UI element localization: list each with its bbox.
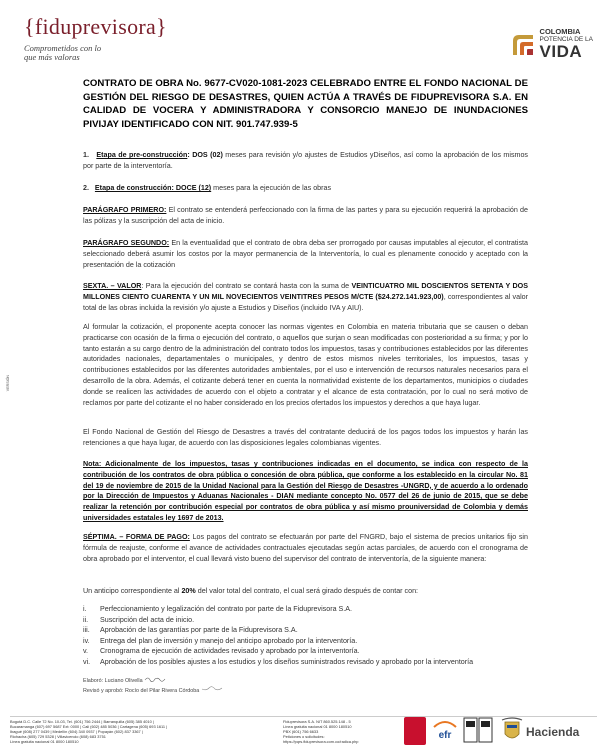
- list-item: iii. Aprobación de las garantías por parte de la Fiduprevisora S.A.: [83, 626, 298, 635]
- colombia-mark-icon: [511, 33, 535, 57]
- paragrafo-segundo: [83, 238, 528, 270]
- efr-text: efr: [438, 730, 452, 741]
- paragrafo-primero-text: El contrato se entenderá perfeccionado con la firma de las partes y para su ejecución requerirá la aprobación de las pólizas y la suscripción del acta de inicio.: [83, 206, 528, 225]
- nota-impuestos: Nota: Adicionalmente de los impuestos, tasas y contribuciones indicadas en el documento, se indica con respecto de la contribución de los contratos de obra pública o concesión de obra pública, que conforme a los establecido en la circular No. 81 del 19 de noviembre de 2015 de la Unidad Nacional para la Gestión del Riesgo de Desastres -UNGRD, y de acuerdo a lo ordenado por la Dirección de Impuestos y Aduanas Nacionales - DIAN mediante concepto No. 0577 del 26 de junio de 2015, que se debe realizar la retención por contribución especial por contratos de obra pública y así mismo prouniversidad de Colombia y demás universidades estatales ley 1697 de 2013.: [83, 460, 528, 522]
- footer-contact-offices: Bogotá D.C. Calle 72 No. 10-03, Tel. (601) 756 2444 | Barranquilla (605) 385 4010 | Bucaramanga (607) 697 5687 Ext: 0000 | Cali (602) 485 5036 | Cartagena (605) 693 1611 | Ibagué (608) 277 0439 | Medellín (604) 340 0937 | Popayán (602) 837 3367 | Riohacha (605) 729 5328 | Villavicencio (608) 683 3751 Línea gratuita nacional 01 8000 180510: [10, 719, 168, 744]
- fiduprevisora-logo: [24, 14, 167, 62]
- sexta-amount: VEINTICUATRO MIL DOSCIENTOS SETENTA Y DOS MILLONES CIENTO CUARENTA Y UN MIL NOVECIENTOS VEINTITRES PESOS M/CTE ($24.272.141.923,00): [83, 282, 528, 301]
- paragrafo-primero: [83, 205, 528, 227]
- anticipo-paragraph: [83, 586, 528, 597]
- septima-label: SÉPTIMA. – FORMA DE PAGO:: [83, 533, 190, 541]
- elaboro-line: Elaboró: Luciano Olivella: [83, 676, 223, 686]
- sexta-text-2: , correspondientes al valor total de las obras incluida la revisión y/o ajuste a Estudios y Diseños (incluido IVA y AIU).: [83, 292, 529, 312]
- paragraph-cotizacion: Al formular la cotización, el proponente acepta conocer las normas vigentes en Colombia en materia tributaria que se causen o deban practicarse con ocasión de la firma o ejecución del contrato, o aquellos que surjan o sean modificadas con posterioridad a su firma; y por lo tanto estarán a su cargo dentro de la administración del contrato todos los impuestos, tasas y contribuciones establecidos por las diferentes autoridades nacionales, departamentales o municipales, y dentro de estos mismos niveles territoriales, los impuestos, tasas y contribuciones establecidos por las diferentes autoridades ambientales, por el uso e intervención de recursos naturales necesarios para el desarrollo de la obra. Además, el cotizante deberá tener en cuenta la normatividad existente de los departamentos, municipios o ciudades donde se realicen las actividades de acuerdo con el objeto a contratar y el alcance de esta contratación, por lo cual no será motivo de reclamos por parte del cotizante el no haber considerado en los precios ofertados los impuestos y derechos a que haya lugar.: [83, 323, 528, 407]
- stage-1-num: 1.: [83, 151, 89, 159]
- side-version-label: VERSIÓN: [6, 375, 10, 392]
- list-item: vi. Aprobación de los posibles ajustes a los estudios y los diseños suministrados revisado y aprobado por la interventoría: [83, 657, 474, 666]
- list-item: ii. Suscripción del acta de inicio.: [83, 615, 195, 624]
- anticipo-text-1: Un anticipo correspondiente al: [83, 587, 182, 595]
- footer-contact-company: Fiduprevisora S.A. NIT 860.525.148 - 5 Línea gratuita nacional 01 8000 180510 PBX (601) 756 6633 Peticiones o solicitudes: https://pqrs.fiduprevisora.com.co/radica.php: [283, 719, 359, 744]
- signatures-block: [83, 676, 223, 696]
- list-item: v. Cronograma de ejecución de actividades revisado y aprobado por la interventoría.: [83, 647, 360, 656]
- reviso-line: Revisó y aprobó: Rocío del Pilar Rivera Córdoba: [83, 686, 223, 696]
- paragrafo-segundo-text: En la eventualidad que el contrato de obra deba ser prorrogado por causas imputables al ejecutor, el contratista seleccionado deberá asumir los costos por la mayor permanencia de la Interventoría, lo cual es plenamente conocido y aceptado con la presentación de la cotización: [83, 239, 528, 269]
- clausula-septima: [83, 532, 528, 564]
- logo-line-1: COLOMBIA: [539, 27, 581, 36]
- signature-icon: [144, 676, 166, 682]
- septima-text: Los pagos del contrato se efectuarán por parte del FNGRD, bajo el sistema de precios unitarios fijo sin fórmula de reajuste, conforme el avance de actividades contractuales ejecutadas según actas parciales, de acuerdo con el cronograma de obra aprobado por el interventor, el cual llevará visto bueno del supervisor del contrato de interventoría, de la siguiente manera:: [83, 533, 528, 563]
- stage-2-text: meses para la ejecución de las obras: [211, 184, 332, 192]
- colombia-coat-of-arms-icon: [499, 716, 525, 744]
- efr-logo-icon: [432, 719, 458, 741]
- signature-icon: [201, 686, 223, 692]
- document-title: CONTRATO DE OBRA No. 9677-CV020-1081-2023 CELEBRADO ENTRE EL FONDO NACIONAL DE GESTIÓN DEL RIESGO DE DESASTRES, QUIEN ACTÚA A TRAVÉS DE FIDUPREVISORA S.A. EN CALIDAD DE VOCERA Y ADMINISTRADORA Y CONSORCIO MANEJO DE INUNDACIONES PIVIJAY IDENTIFICADO CON NIT. 901.747.939-5: [83, 78, 528, 130]
- hacienda-logo: Hacienda: [526, 725, 580, 739]
- paragrafo-segundo-label: PARÁGRAFO SEGUNDO:: [83, 239, 170, 247]
- stage-2-label: Etapa de construcción: DOCE (12): [94, 184, 212, 192]
- sexta-text-1: : Para la ejecución del contrato se contará hasta con la suma de: [141, 282, 352, 290]
- brand-slogan: Comprometidos con lo que más valoras: [24, 43, 102, 62]
- certification-seal-icon: [462, 716, 494, 744]
- logo-line-2: POTENCIA DE LA: [539, 36, 593, 43]
- paragrafo-primero-label: PARÁGRAFO PRIMERO:: [83, 206, 167, 214]
- brand-name: {fiduprevisora}: [24, 14, 167, 39]
- list-item: iv. Entrega del plan de inversión y manejo del anticipo aprobado por la interventoría.: [83, 636, 358, 645]
- anticipo-percent: 20%: [181, 587, 196, 595]
- stage-2-num: 2.: [83, 184, 89, 192]
- anticipo-requirements-list: [83, 604, 528, 668]
- stage-1-label: Etapa de pre-construcción: [96, 151, 188, 159]
- stage-1-text: meses para revisión y/o ajustes de Estudios yDiseños, así como la aprobación de los mismos por parte de la interventoría.: [83, 151, 529, 170]
- list-item: i. Perfeccionamiento y legalización del contrato por parte de la Fiduprevisora S.A.: [83, 605, 353, 613]
- stage-1: [83, 150, 528, 172]
- stage-2: [83, 183, 528, 194]
- stage-1-duration: : DOS (02): [187, 151, 223, 159]
- great-place-to-work-badge-icon: [404, 717, 426, 745]
- logo-line-3: VIDA: [539, 42, 583, 61]
- paragraph-fondo: El Fondo Nacional de Gestión del Riesgo de Desastres a través del contratante deducirá de los pagos todos los impuestos y harán las retenciones a que haya lugar, de acuerdo con las disposiciones legales colombianas vigentes.: [83, 428, 528, 447]
- sexta-label: SEXTA. – VALOR: [83, 282, 142, 290]
- colombia-potencia-logo: [511, 28, 593, 60]
- clausula-sexta: [83, 281, 528, 313]
- anticipo-text-2: del valor total del contrato, el cual será girado después de contar con:: [195, 587, 419, 595]
